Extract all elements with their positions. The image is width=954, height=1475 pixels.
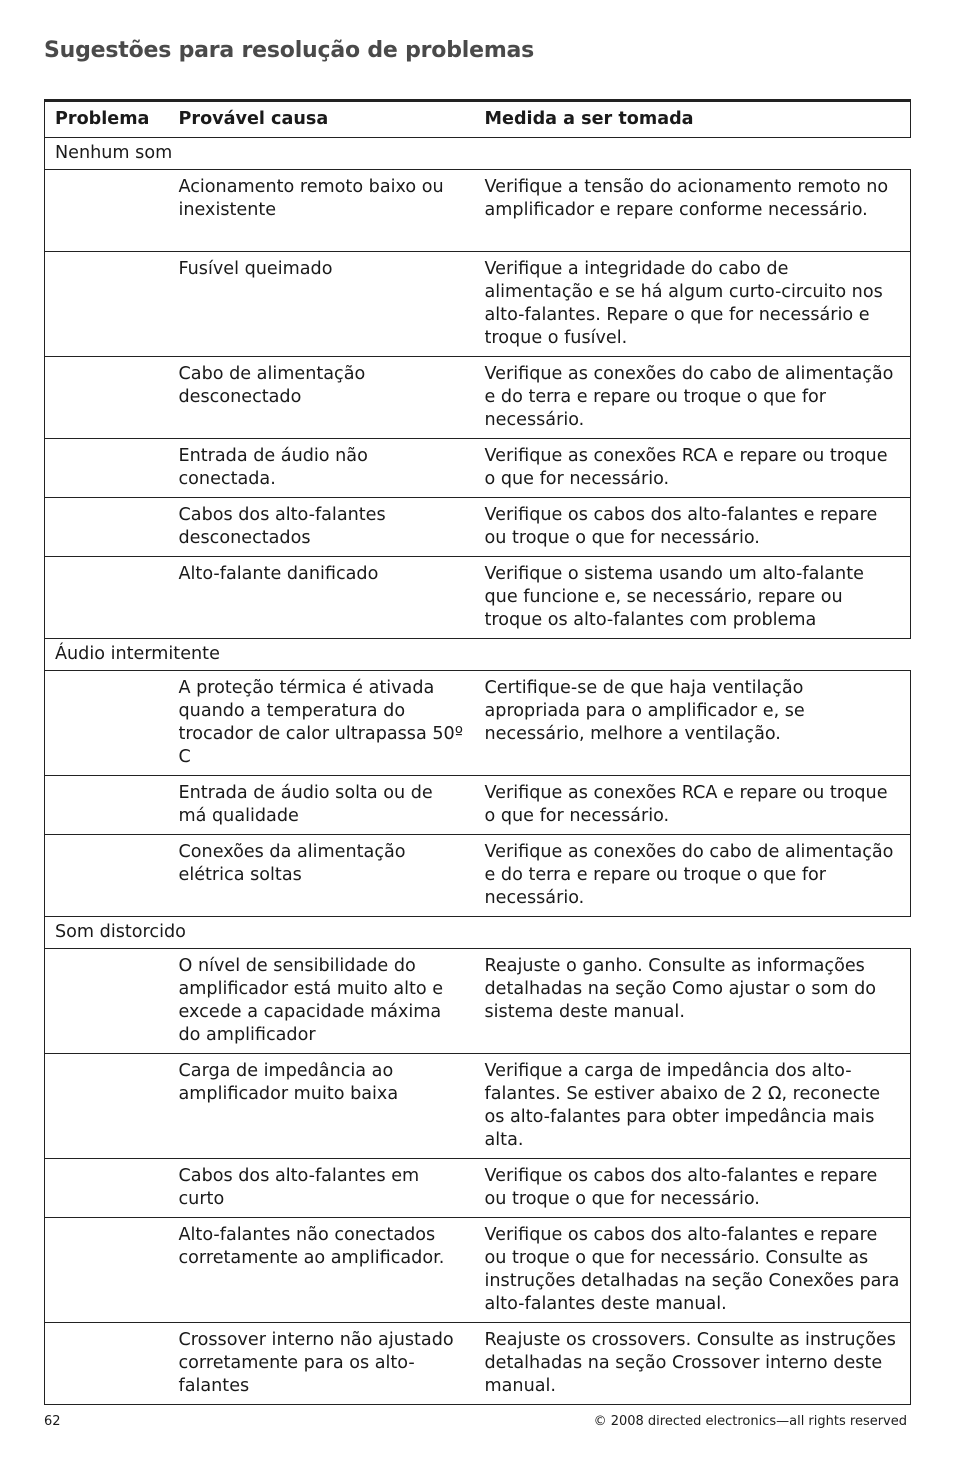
action-cell: Certifique-se de que haja ventilação apropriada para o amplificador e, se necessário, melhore a ventilação. [475, 671, 911, 776]
cause-cell: Alto-falantes não conectados corretamente ao amplificador. [169, 1218, 475, 1323]
action-cell: Reajuste os crossovers. Consulte as instruções detalhadas na seção Crossover interno deste manual. [475, 1323, 911, 1405]
table-row [45, 170, 911, 252]
table-row [45, 498, 911, 557]
action-cell: Verifique a tensão do acionamento remoto no amplificador e repare conforme necessário. [475, 170, 911, 252]
problem-cell [45, 557, 169, 639]
table-row [45, 1218, 911, 1323]
problem-cell [45, 357, 169, 439]
problem-label: Áudio intermitente [45, 639, 911, 671]
table-body [45, 138, 911, 1405]
problem-label: Nenhum som [45, 138, 911, 170]
table-row [45, 557, 911, 639]
problem-cell [45, 1323, 169, 1405]
action-cell: Verifique a integridade do cabo de alimentação e se há algum curto-circuito nos alto-falantes. Repare o que for necessário e troque o fusível. [475, 252, 911, 357]
problem-cell [45, 439, 169, 498]
cause-cell: Crossover interno não ajustado corretamente para os alto-falantes [169, 1323, 475, 1405]
table-header-row [45, 101, 911, 138]
problem-cell [45, 1218, 169, 1323]
problem-cell [45, 776, 169, 835]
table-row [45, 439, 911, 498]
header-problem: Problema [45, 101, 169, 138]
action-cell: Verifique o sistema usando um alto-falante que funcione e, se necessário, repare ou troque os alto-falantes com problema [475, 557, 911, 639]
cause-cell: Entrada de áudio solta ou de má qualidade [169, 776, 475, 835]
action-cell: Verifique a carga de impedância dos alto-falantes. Se estiver abaixo de 2 Ω, reconecte os alto-falantes para obter impedância mais alta. [475, 1054, 911, 1159]
header-cause: Provável causa [169, 101, 475, 138]
cause-cell: Entrada de áudio não conectada. [169, 439, 475, 498]
page-number: 62 [44, 1414, 61, 1429]
cause-cell: O nível de sensibilidade do amplificador está muito alto e excede a capacidade máxima do amplificador [169, 949, 475, 1054]
action-cell: Reajuste o ganho. Consulte as informações detalhadas na seção Como ajustar o som do sistema deste manual. [475, 949, 911, 1054]
table-row [45, 1159, 911, 1218]
action-cell: Verifique os cabos dos alto-falantes e repare ou troque o que for necessário. Consulte as instruções detalhadas na seção Conexões para alto-falantes deste manual. [475, 1218, 911, 1323]
action-cell: Verifique as conexões do cabo de alimentação e do terra e repare ou troque o que for necessário. [475, 835, 911, 917]
table-row [45, 252, 911, 357]
cause-cell: Conexões da alimentação elétrica soltas [169, 835, 475, 917]
problem-cell [45, 835, 169, 917]
action-cell: Verifique as conexões RCA e repare ou troque o que for necessário. [475, 776, 911, 835]
action-cell: Verifique os cabos dos alto-falantes e repare ou troque o que for necessário. [475, 1159, 911, 1218]
problem-label: Som distorcido [45, 917, 911, 949]
table-row [45, 1054, 911, 1159]
table-row [45, 776, 911, 835]
table-row [45, 357, 911, 439]
cause-cell: Carga de impedância ao amplificador muito baixa [169, 1054, 475, 1159]
cause-cell: A proteção térmica é ativada quando a temperatura do trocador de calor ultrapassa 50º C [169, 671, 475, 776]
page-title: Sugestões para resolução de problemas [44, 38, 535, 63]
table-row [45, 949, 911, 1054]
problem-cell [45, 1159, 169, 1218]
cause-cell: Alto-falante danificado [169, 557, 475, 639]
section-row [45, 639, 911, 671]
problem-cell [45, 1054, 169, 1159]
action-cell: Verifique os cabos dos alto-falantes e repare ou troque o que for necessário. [475, 498, 911, 557]
cause-cell: Cabos dos alto-falantes em curto [169, 1159, 475, 1218]
cause-cell: Fusível queimado [169, 252, 475, 357]
cause-cell: Acionamento remoto baixo ou inexistente [169, 170, 475, 252]
copyright-notice: © 2008 directed electronics—all rights reserved [593, 1414, 907, 1429]
section-row [45, 138, 911, 170]
table-row [45, 1323, 911, 1405]
action-cell: Verifique as conexões RCA e repare ou troque o que for necessário. [475, 439, 911, 498]
action-cell: Verifique as conexões do cabo de alimentação e do terra e repare ou troque o que for necessário. [475, 357, 911, 439]
problem-cell [45, 949, 169, 1054]
table-row [45, 671, 911, 776]
problem-cell [45, 671, 169, 776]
problem-cell [45, 252, 169, 357]
cause-cell: Cabos dos alto-falantes desconectados [169, 498, 475, 557]
troubleshooting-table [44, 99, 911, 1405]
problem-cell [45, 170, 169, 252]
section-row [45, 917, 911, 949]
cause-cell: Cabo de alimentação desconectado [169, 357, 475, 439]
header-action: Medida a ser tomada [475, 101, 911, 138]
problem-cell [45, 498, 169, 557]
table-row [45, 835, 911, 917]
